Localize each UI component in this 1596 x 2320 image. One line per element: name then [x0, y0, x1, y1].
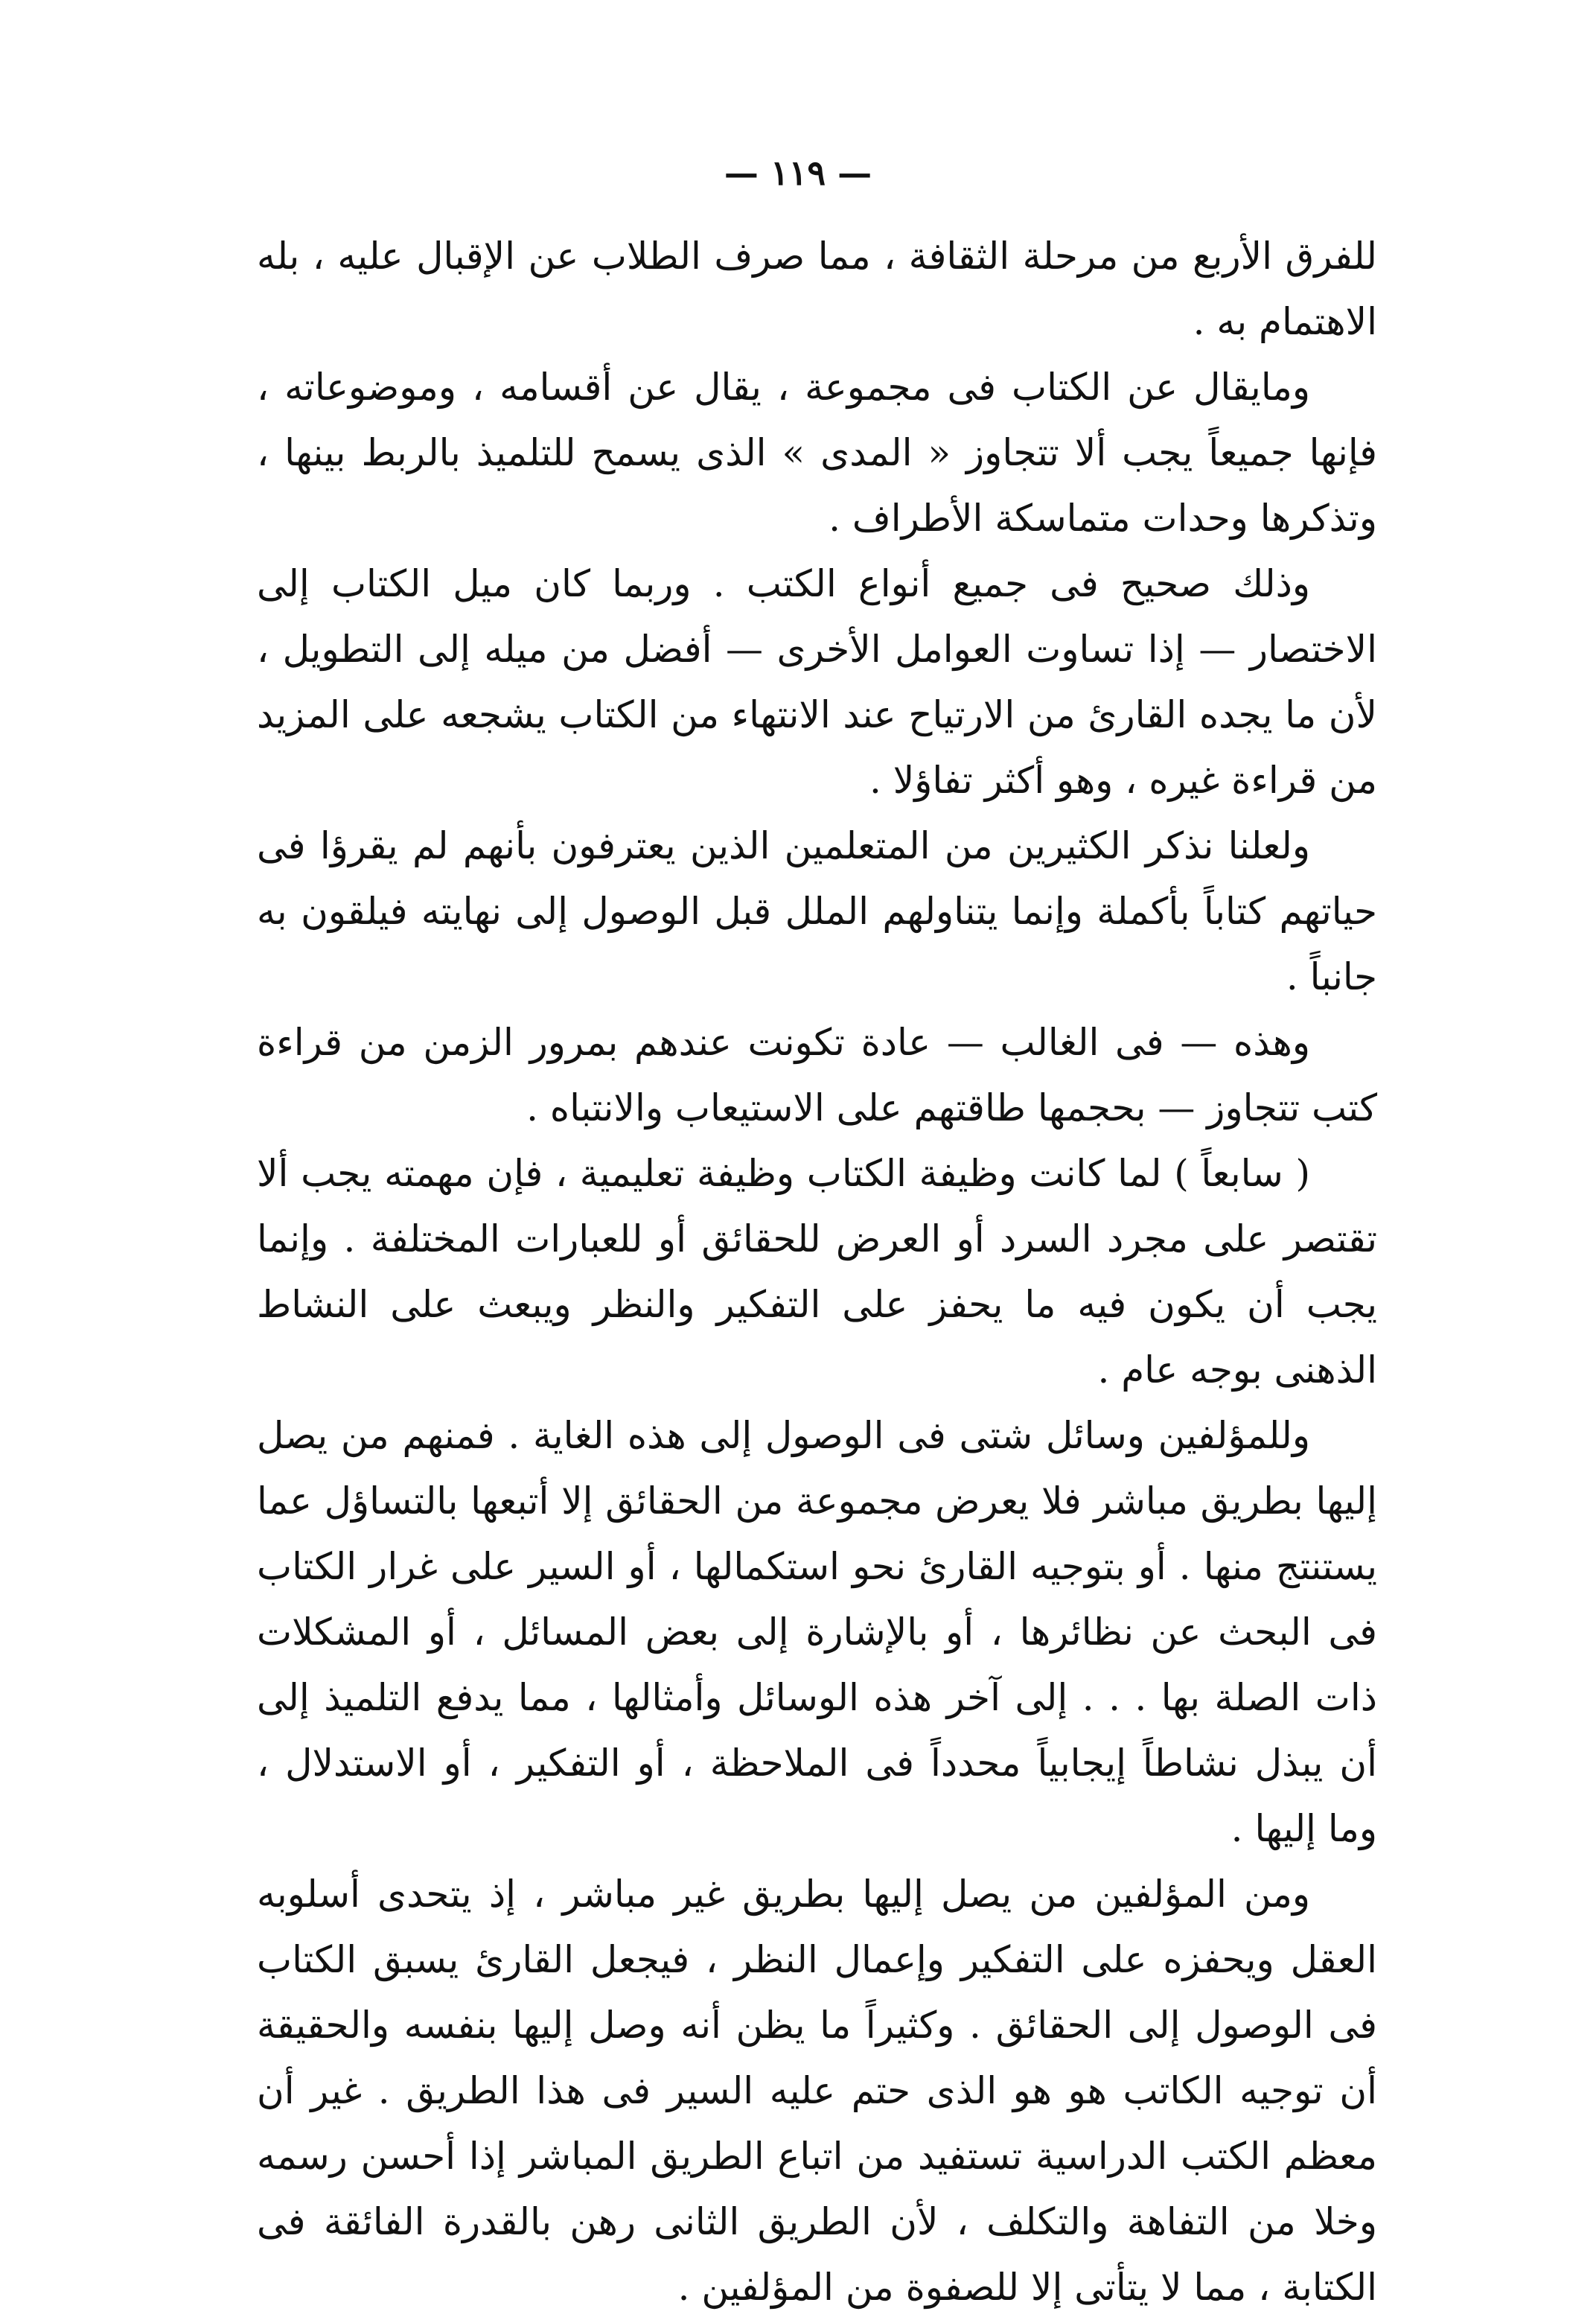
- paragraph-3: وذلك صحيح فى جميع أنواع الكتب . وربما كان ميل الكتاب إلى الاختصار — إذا تساوت العوامل الأخرى — أفضل من ميله إلى التطويل ، لأن ما يجده القارئ من الارتياح عند الانتهاء من الكتاب يشجعه على المزيد من قراءة غيره ، وهو أكثر تفاؤلا .: [257, 562, 1377, 802]
- paragraph-2: ومايقال عن الكتاب فى مجموعة ، يقال عن أقسامه ، وموضوعاته ، فإنها جميعاً يجب ألا تتجاوز « المدى » الذى يسمح للتلميذ بالربط بينها ، وتذكرها وحدات متماسكة الأطراف .: [257, 366, 1377, 540]
- paragraph-1: للفرق الأربع من مرحلة الثقافة ، مما صرف الطلاب عن الإقبال عليه ، بله الاهتمام به .: [257, 235, 1377, 343]
- body-text: [257, 223, 1377, 2320]
- paragraph-7: وللمؤلفين وسائل شتى فى الوصول إلى هذه الغاية . فمنهم من يصل إليها بطريق مباشر فلا يعرض مجموعة من الحقائق إلا أتبعها بالتساؤل عما يستنتج منها . أو بتوجيه القارئ نحو استكمالها ، أو السير على غرار الكتاب فى البحث عن نظائرها ، أو بالإشارة إلى بعض المسائل ، أو المشكلات ذات الصلة بها . . . إلى آخر هذه الوسائل وأمثالها ، مما يدفع التلميذ إلى أن يبذل نشاطاً إيجابياً محدداً فى الملاحظة ، أو التفكير ، أو الاستدلال ، وما إليها .: [257, 1414, 1377, 1850]
- page-number: — ١١٩ —: [724, 153, 872, 193]
- paragraph-5: وهذه — فى الغالب — عادة تكونت عندهم بمرور الزمن من قراءة كتب تتجاوز — بحجمها طاقتهم على الاستيعاب والانتباه .: [257, 1021, 1377, 1129]
- paragraph-8: ومن المؤلفين من يصل إليها بطريق غير مباشر ، إذ يتحدى أسلوبه العقل ويحفزه على التفكير وإعمال النظر ، فيجعل القارئ يسبق الكتاب فى الوصول إلى الحقائق . وكثيراً ما يظن أنه وصل إليها بنفسه والحقيقة أن توجيه الكاتب هو هو الذى حتم عليه السير فى هذا الطريق . غير أن معظم الكتب الدراسية تستفيد من اتباع الطريق المباشر إذا أحسن رسمه وخلا من التفاهة والتكلف ، لأن الطريق الثانى رهن بالقدرة الفائقة فى الكتابة ، مما لا يتأتى إلا للصفوة من المؤلفين .: [257, 1873, 1377, 2309]
- paragraph-4: ولعلنا نذكر الكثيرين من المتعلمين الذين يعترفون بأنهم لم يقرؤا فى حياتهم كتاباً بأكملة وإنما يتناولهم الملل قبل الوصول إلى نهايته فيلقون به جانباً .: [257, 824, 1377, 998]
- paragraph-6: ( سابعاً ) لما كانت وظيفة الكتاب وظيفة تعليمية ، فإن مهمته يجب ألا تقتصر على مجرد السرد أو العرض للحقائق أو للعبارات المختلفة . وإنما يجب أن يكون فيه ما يحفز على التفكير والنظر ويبعث على النشاط الذهنى بوجه عام .: [257, 1152, 1377, 1392]
